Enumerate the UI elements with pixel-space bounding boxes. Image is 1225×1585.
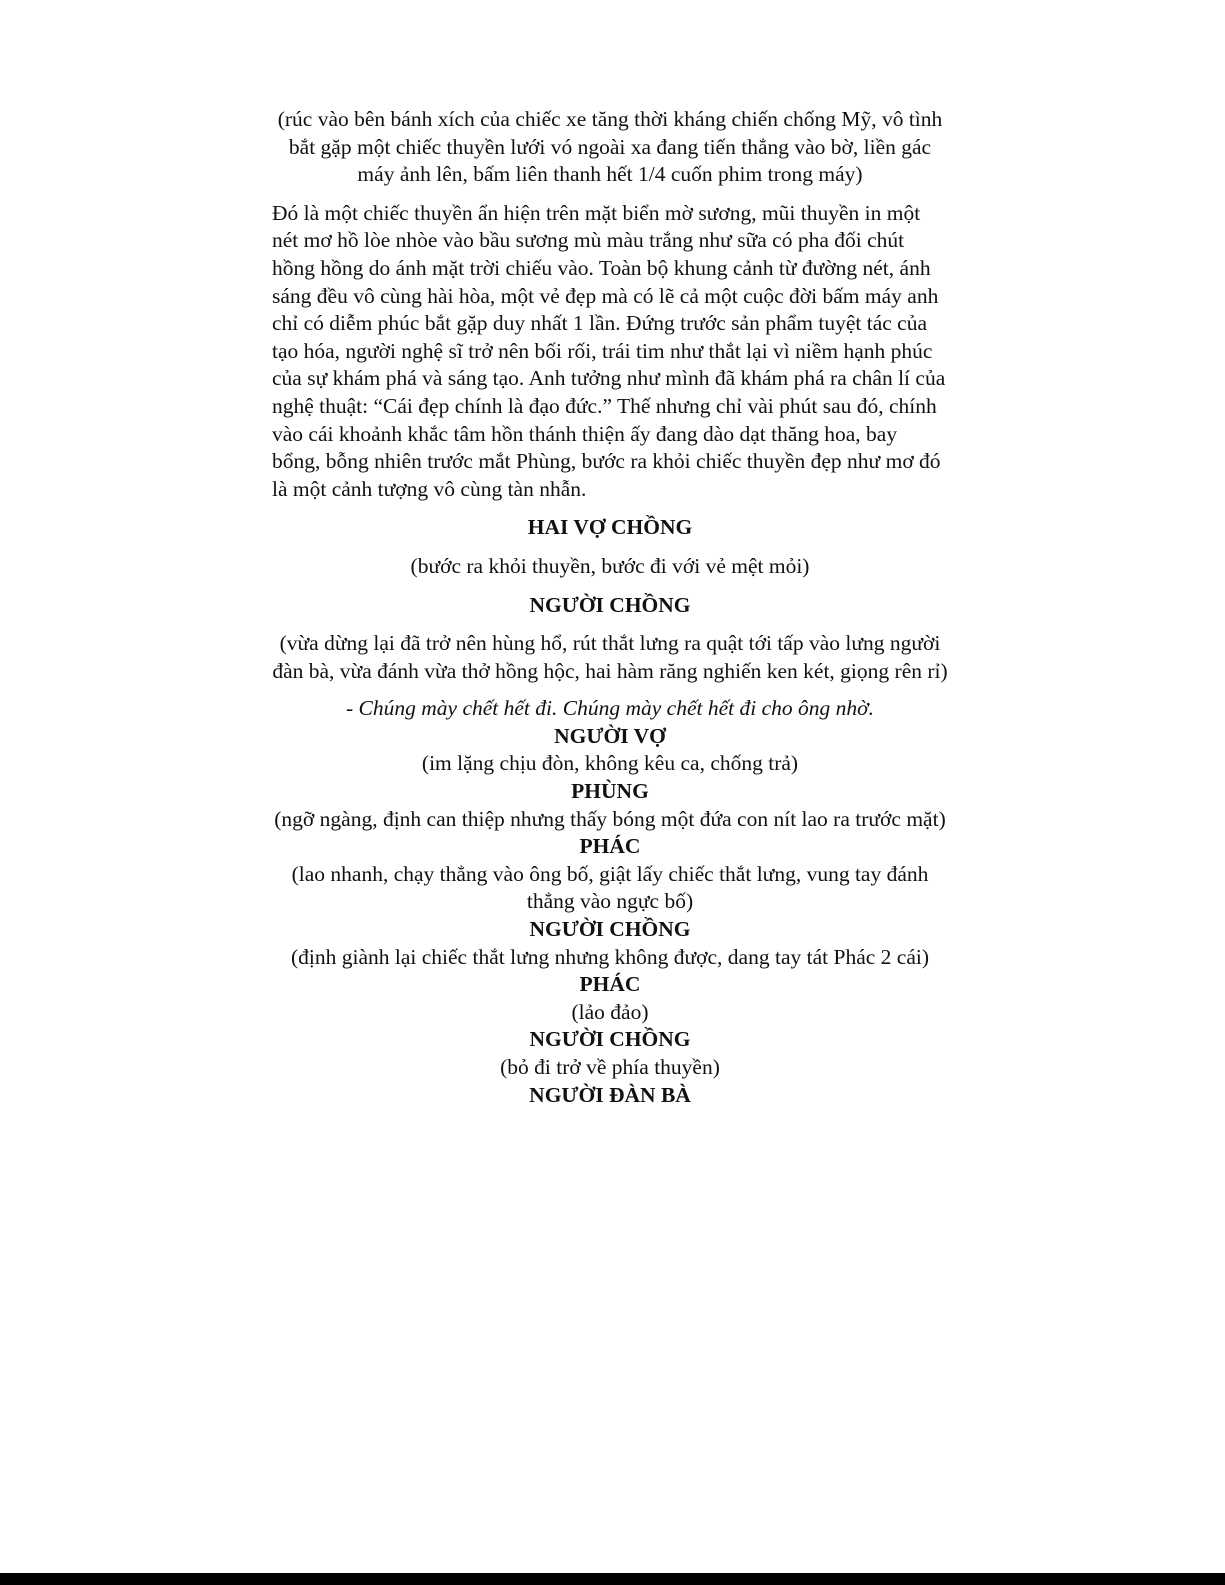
character-heading-nguoi-dan-ba: NGƯỜI ĐÀN BÀ [529, 1082, 691, 1107]
stage-direction-5: (ngỡ ngàng, định can thiệp nhưng thấy bóng một đứa con nít lao ra trước mặt) [274, 806, 946, 831]
dialogue-line: - Chúng mày chết hết đi. Chúng mày chết hết đi cho ông nhờ. [346, 696, 874, 721]
character-heading-nguoi-vo: NGƯỜI VỢ [554, 723, 666, 748]
stage-direction-1: (rúc vào bên bánh xích của chiếc xe tăng thời kháng chiến chống Mỹ, vô tình bắt gặp một chiếc thuyền lưới vó ngoài xa đang tiến thẳng vào bờ, liền gác máy ảnh lên, bấm liên thanh hết 1/4 cuốn phim trong máy) [277, 107, 943, 187]
character-heading-hai-vo-chong: HAI VỢ CHỒNG [527, 515, 693, 540]
character-heading-phac-1: PHÁC [579, 834, 641, 859]
stage-direction-2: (bước ra khỏi thuyền, bước đi với vẻ mệt mỏi) [410, 553, 810, 578]
stage-direction-8: (lảo đảo) [571, 999, 649, 1024]
script-page [272, 106, 948, 1109]
stage-direction-7: (định giành lại chiếc thắt lưng nhưng không được, dang tay tát Phác 2 cái) [290, 944, 929, 969]
page-bottom-border [0, 1573, 1225, 1585]
stage-direction-9: (bỏ đi trở về phía thuyền) [500, 1055, 720, 1079]
narration-paragraph: Đó là một chiếc thuyền ẩn hiện trên mặt biển mờ sương, mũi thuyền in một nét mơ hồ lòe nhòe vào bầu sương mù màu trắng như sữa có pha đối chút hồng hồng do ánh mặt trời chiếu vào. Toàn bộ khung cảnh từ đường nét, ánh sáng đều vô cùng hài hòa, một vẻ đẹp mà có lẽ cả một cuộc đời bấm máy anh chỉ có diễm phúc bắt gặp duy nhất 1 lần. Đứng trước sản phẩm tuyệt tác của tạo hóa, người nghệ sĩ trở nên bối rối, trái tim như thắt lại vì niềm hạnh phúc của sự khám phá và sáng tạo. Anh tưởng như mình đã khám phá ra chân lí của nghệ thuật: “Cái đẹp chính là đạo đức.” Thế nhưng chỉ vài phút sau đó, chính vào cái khoảnh khắc tâm hồn thánh thiện ấy đang dào dạt thăng hoa, bay bổng, bỗng nhiên trước mắt Phùng, bước ra khỏi chiếc thuyền đẹp như mơ đó là một cảnh tượng vô cùng tàn nhẫn. [272, 200, 946, 501]
stage-direction-3: (vừa dừng lại đã trở nên hùng hổ, rút thắt lưng ra quật tới tấp vào lưng người đàn bà, vừa đánh vừa thở hồng hộc, hai hàm răng nghiến ken két, giọng rên rỉ) [272, 631, 948, 683]
character-heading-nguoi-chong-2: NGƯỜI CHỒNG [529, 917, 691, 942]
character-heading-phac-2: PHÁC [579, 972, 641, 997]
stage-direction-6: (lao nhanh, chạy thẳng vào ông bố, giật lấy chiếc thắt lưng, vung tay đánh thẳng vào ngực bố) [291, 861, 929, 914]
character-heading-phung: PHÙNG [571, 779, 649, 804]
character-heading-nguoi-chong-3: NGƯỜI CHỒNG [529, 1027, 691, 1052]
character-heading-nguoi-chong-1: NGƯỜI CHỒNG [529, 592, 691, 617]
stage-direction-4: (im lặng chịu đòn, không kêu ca, chống trả) [421, 751, 799, 776]
